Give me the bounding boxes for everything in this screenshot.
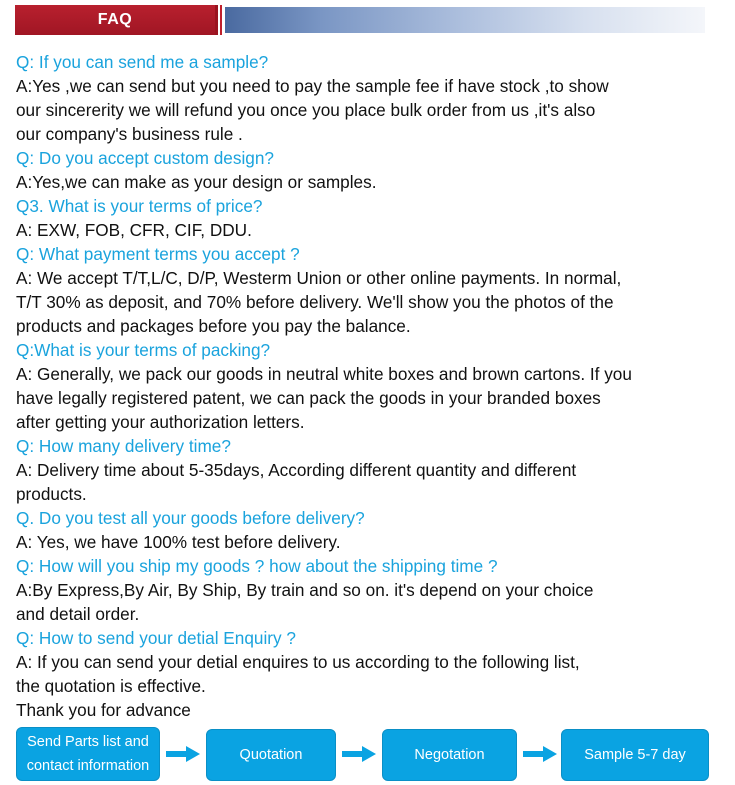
- order-process-flow: [0, 727, 735, 783]
- faq-answer-line: A: Generally, we pack our goods in neutral white boxes and brown cartons. If you: [16, 364, 632, 384]
- faq-question: Q: Do you accept custom design?: [16, 148, 274, 168]
- faq-question: Q: What payment terms you accept ?: [16, 244, 300, 264]
- faq-header: [15, 5, 705, 35]
- arrow-right-icon: [342, 746, 376, 762]
- faq-item-delivery-time: [16, 434, 731, 506]
- flow-step-label: Sample 5-7 day: [584, 747, 686, 763]
- arrow-right-icon: [523, 746, 557, 762]
- arrow-right-icon: [166, 746, 200, 762]
- faq-item-sample: [16, 50, 731, 146]
- flow-step-quotation: [206, 729, 336, 781]
- faq-answer-line: A: EXW, FOB, CFR, CIF, DDU.: [16, 220, 252, 240]
- faq-question: Q. Do you test all your goods before delivery?: [16, 508, 365, 528]
- faq-answer-line: our sincererity we will refund you once you place bulk order from us ,it's also: [16, 100, 596, 120]
- faq-answer-line: T/T 30% as deposit, and 70% before delivery. We'll show you the photos of the: [16, 292, 614, 312]
- faq-answer-line: products.: [16, 484, 87, 504]
- faq-answer-line: Thank you for advance: [16, 700, 191, 720]
- faq-question: Q: If you can send me a sample?: [16, 52, 269, 72]
- faq-answer-line: our company's business rule .: [16, 124, 243, 144]
- faq-list: [16, 50, 731, 722]
- faq-answer-line: A: If you can send your detial enquires to us according to the following list,: [16, 652, 580, 672]
- faq-answer-line: A: Delivery time about 5-35days, According different quantity and different: [16, 460, 577, 480]
- faq-answer-line: after getting your authorization letters.: [16, 412, 305, 432]
- flow-step-sample: [561, 729, 709, 781]
- faq-answer-line: products and packages before you pay the balance.: [16, 316, 411, 336]
- faq-title-tab: FAQ: [15, 5, 215, 35]
- faq-answer-line: have legally registered patent, we can pack the goods in your branded boxes: [16, 388, 601, 408]
- flow-step-label: Send Parts list and: [27, 734, 149, 750]
- faq-answer-line: A:Yes,we can make as your design or samples.: [16, 172, 377, 192]
- header-gradient-bar: [225, 7, 705, 33]
- faq-question: Q3. What is your terms of price?: [16, 196, 263, 216]
- faq-answer-line: A:By Express,By Air, By Ship, By train and so on. it's depend on your choice: [16, 580, 594, 600]
- faq-answer-line: A: Yes, we have 100% test before delivery.: [16, 532, 341, 552]
- flow-step-negotation: [382, 729, 517, 781]
- faq-question: Q: How many delivery time?: [16, 436, 231, 456]
- faq-question: Q: How will you ship my goods ? how about the shipping time ?: [16, 556, 498, 576]
- flow-step-send-parts-list: [16, 727, 160, 781]
- flow-step-label: Negotation: [414, 747, 485, 763]
- flow-step-label: contact information: [26, 758, 150, 774]
- faq-item-testing: [16, 506, 731, 554]
- faq-item-payment-terms: [16, 242, 731, 338]
- faq-item-shipping: [16, 554, 731, 626]
- flow-step-label: Quotation: [239, 747, 303, 763]
- faq-answer-line: and detail order.: [16, 604, 140, 624]
- faq-question: Q: How to send your detial Enquiry ?: [16, 628, 296, 648]
- faq-answer-line: the quotation is effective.: [16, 676, 206, 696]
- faq-question: Q:What is your terms of packing?: [16, 340, 271, 360]
- faq-item-custom-design: [16, 146, 731, 194]
- faq-item-enquiry: [16, 626, 731, 722]
- tab-stripe-divider: [215, 5, 225, 35]
- faq-answer-line: A:Yes ,we can send but you need to pay the sample fee if have stock ,to show: [16, 76, 609, 96]
- faq-item-packing: [16, 338, 731, 434]
- faq-item-price-terms: [16, 194, 731, 242]
- faq-answer-line: A: We accept T/T,L/C, D/P, Westerm Union or other online payments. In normal,: [16, 268, 622, 288]
